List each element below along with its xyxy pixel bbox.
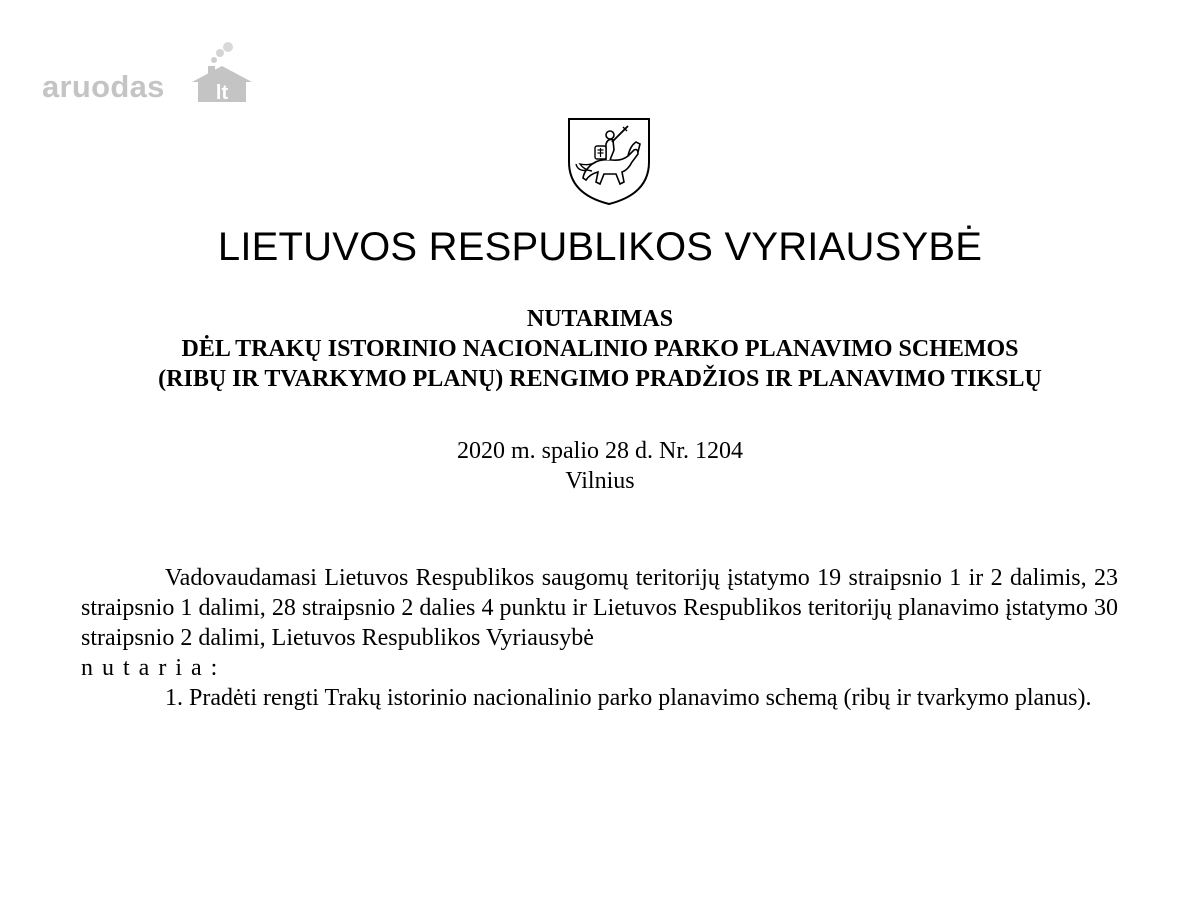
item-1-paragraph: 1. Pradėti rengti Trakų istorinio nacionalinio parko planavimo schemą (ribų ir tvarkymo planus). — [165, 685, 1092, 711]
watermark-house-icon — [172, 40, 252, 102]
government-name: LIETUVOS RESPUBLIKOS VYRIAUSYBĖ — [217, 225, 983, 269]
aruodas-watermark — [42, 40, 229, 104]
document-body — [81, 563, 1118, 713]
date-and-number: 2020 m. spalio 28 d. Nr. 1204 — [457, 438, 743, 464]
document-type: NUTARIMAS — [526, 306, 674, 332]
place: Vilnius — [565, 468, 635, 494]
document-title-line-2: (RIBŲ IR TVARKYMO PLANŲ) RENGIMO PRADŽIOS IR PLANAVIMO TIKSLŲ — [158, 366, 1042, 392]
watermark-suffix: lt — [215, 82, 229, 102]
decides-word: nutaria: — [81, 655, 227, 681]
preamble-paragraph: Vadovaudamasi Lietuvos Respublikos saugomų teritorijų įstatymo 19 straipsnio 1 ir 2 dalimis, 23 straipsnio 1 dalimi, 28 straipsnio 2 dalies 4 punktu ir Lietuvos Respublikos teritorijų planavimo įstatymo 30 straipsnio 2 dalimi, Lietuvos Respublikos Vyriausybė — [81, 565, 1118, 651]
lithuanian-vytis-coat-of-arms-icon — [566, 116, 652, 206]
document-title-line-1: DĖL TRAKŲ ISTORINIO NACIONALINIO PARKO PLANAVIMO SCHEMOS — [181, 336, 1019, 362]
watermark-text: aruodas — [42, 69, 165, 104]
document-heading — [0, 304, 1200, 394]
document-meta — [0, 436, 1200, 496]
